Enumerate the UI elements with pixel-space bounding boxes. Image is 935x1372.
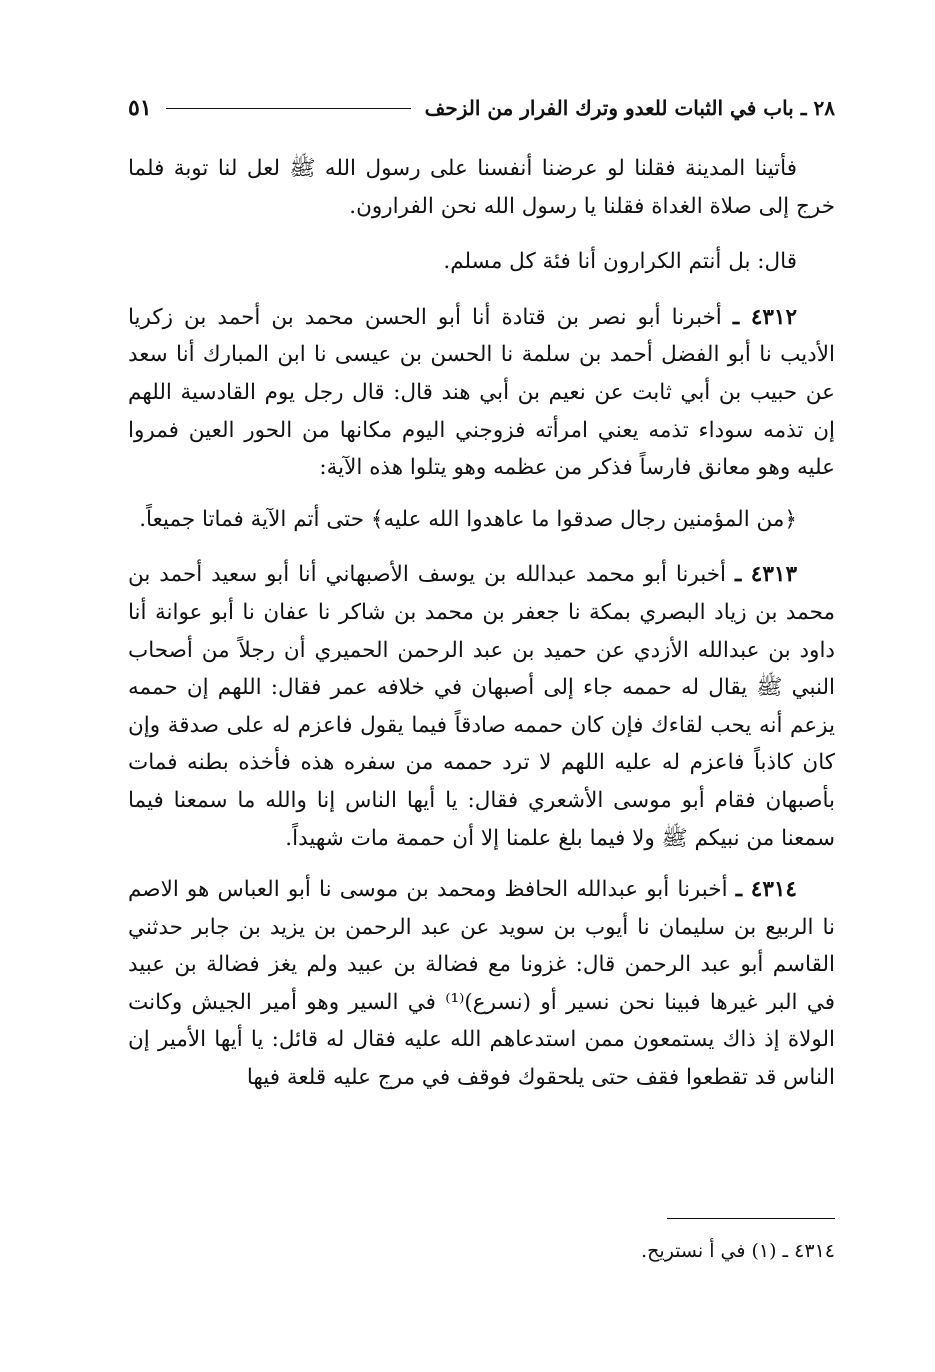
hadith-number: ٤٣١٢ ـ	[732, 304, 798, 330]
paragraph-reply	[128, 243, 835, 281]
header-rule	[166, 108, 411, 109]
hadith-number: ٤٣١٣ ـ	[734, 562, 797, 588]
paragraph-text: أخبرنا أبو محمد عبدالله بن يوسف الأصبهاني أنا أبو سعيد أحمد بن محمد بن زياد البصري بمكة نا جعفر بن محمد بن شاكر نا عفان نا أبو عوانة أنا داود بن عبدالله الأزدي عن حميد بن عبد الرحمن الحميري أن رجلاً من أصحاب النبي ﷺ يقال له حممه جاء إلى أصبهان في خلافه عمر فقال: اللهم إن حممه يزعم أنه يحب لقاءك فإن كان حممه صادقاً فيما يقول فاعزم له على صدقة وإن كان كاذباً فاعزم له عليه اللهم لا ترد حممه من سفره هذه فأخذه بطنه فمات بأصبهان فقام أبو موسى الأشعري فقال: يا أيها الناس إنا والله ما سمعنا فيما سمعنا من نبيكم ﷺ ولا فيما بلغ علمنا إلا أن حممة مات شهيداً.	[128, 562, 835, 851]
hadith-number: ٤٣١٤ ـ	[735, 877, 797, 903]
hadith-4312	[128, 299, 835, 487]
footnote-rule	[667, 1218, 835, 1219]
chapter-title: ٢٨ ـ باب في الثبات للعدو وترك الفرار من الزحف	[424, 96, 835, 120]
paragraph-text: فأتينا المدينة فقلنا لو عرضنا أنفسنا على رسول الله ﷺ لعل لنا توبة فلما خرج إلى صلاة الغداة فقلنا يا رسول الله نحن الفرارون.	[128, 156, 835, 219]
page-body	[128, 150, 835, 1111]
paragraph-continuation	[128, 150, 835, 225]
paragraph-text: أخبرنا أبو عبدالله الحافظ ومحمد بن موسى نا أبو العباس هو الاصم نا الربيع بن سليمان نا أيوب بن سويد عن عبد الرحمن بن يزيد بن جابر حدثني القاسم أبو عبد الرحمن قال: غزونا مع فضالة بن عبيد ولم يغز فضالة بن عبيد في البر غيرها فبينا نحن نسير أو (نسرع)⁽¹⁾ في السير وهو أمير الجيش وكانت الولاة إذ ذاك يستمعون ممن استدعاهم الله عليه فقال له قائل: يا أيها الأمير إن الناس قد تقطعوا فقف حتى يلحقوك فوقف في مرج عليه قلعة فيها	[128, 877, 835, 1091]
paragraph-text: ﴿من المؤمنين رجال صدقوا ما عاهدوا الله عليه﴾ حتى أتم الآية فماتا جميعاً.	[139, 506, 797, 532]
hadith-4313	[128, 556, 835, 857]
paragraph-text: قال: بل أنتم الكرارون أنا فئة كل مسلم.	[443, 249, 797, 275]
footnote: ٤٣١٤ ـ (١) في أ نستريح.	[641, 1240, 835, 1262]
page-number: ٥١	[128, 95, 152, 121]
quran-verse-paragraph	[128, 501, 835, 539]
paragraph-text: أخبرنا أبو نصر بن قتادة أنا أبو الحسن محمد بن أحمد بن زكريا الأديب نا أبو الفضل أحمد بن سلمة نا الحسن بن عيسى نا ابن المبارك أنا سعد عن حبيب بن أبي ثابت عن نعيم بن أبي هند قال: قال رجل يوم القادسية اللهم إن تذمه سوداء تذمه يعني امرأته فزوجني اليوم مكانها من الحور العين فمروا عليه وهو معانق فارساً فذكر من عظمه وهو يتلوا هذه الآية:	[128, 304, 835, 481]
running-header	[128, 88, 835, 128]
hadith-4314	[128, 871, 835, 1097]
